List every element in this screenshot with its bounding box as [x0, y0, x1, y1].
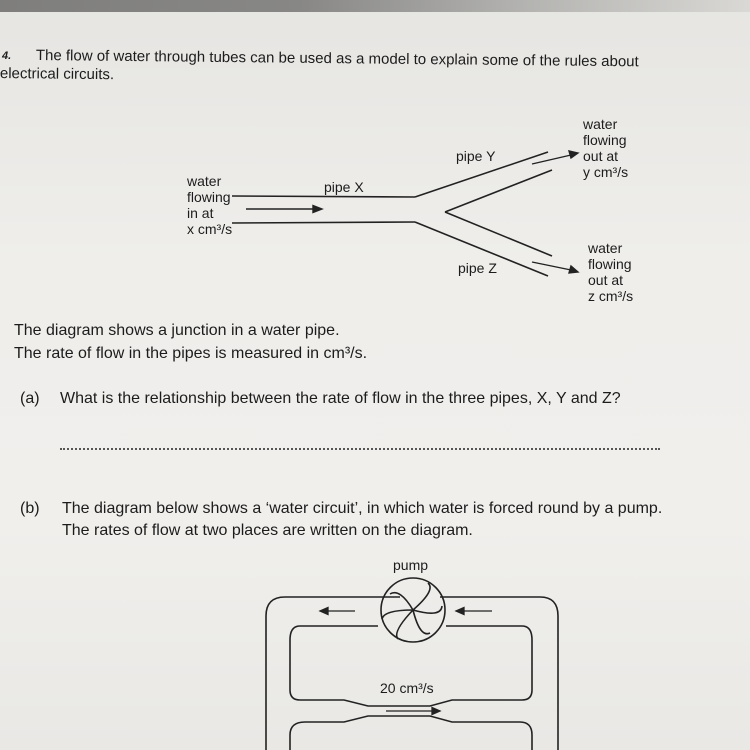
part-b-line-2: The rates of flow at two places are written on the diagram.	[62, 522, 473, 539]
pipe-z-inner-wall	[445, 212, 552, 256]
pipe-z-label: pipe Z	[458, 260, 497, 276]
outlet-y-flow-arrow	[532, 155, 571, 164]
intro-line-1: The flow of water through tubes can be used as a model to explain some of the rules about	[35, 47, 639, 71]
diagram-description-line-2: The rate of flow in the pipes is measured in cm³/s.	[14, 345, 368, 362]
question-number: 4.	[2, 50, 12, 62]
pump-label: pump	[393, 557, 429, 573]
pipe-x-bottom-wall	[232, 222, 415, 223]
intro-line-2: electrical circuits.	[0, 65, 115, 84]
diagram-description-line-1: The diagram shows a junction in a water pipe.	[14, 322, 340, 339]
answer-line[interactable]	[60, 446, 660, 450]
pump-vane-1	[390, 593, 413, 610]
pipe-y-label: pipe Y	[456, 148, 496, 164]
pump-vane-5	[397, 610, 413, 639]
part-b-line-1: The diagram below shows a ‘water circuit’, in which water is forced round by a pump.	[62, 500, 663, 517]
part-a-question: What is the relationship between the rate of flow in the three pipes, X, Y and Z?	[60, 390, 621, 407]
outlet-y-label: water flowing out at y cm³/s	[583, 116, 629, 180]
inlet-label: water flowing in at x cm³/s	[187, 173, 233, 237]
water-circuit-diagram	[266, 578, 558, 750]
circuit-lower-pipe	[290, 716, 532, 750]
pipe-y-inner-wall	[445, 170, 552, 212]
circuit-outer-left-wall	[266, 597, 400, 750]
pipe-x-top-wall	[232, 196, 415, 197]
part-b-marker: (b)	[20, 500, 40, 517]
pipe-x-label: pipe X	[324, 179, 364, 195]
part-a-marker: (a)	[20, 390, 40, 407]
pump-vane-2	[413, 583, 430, 610]
flow-rate-label: 20 cm³/s	[380, 680, 434, 696]
outlet-z-label: water flowing out at z cm³/s	[588, 240, 634, 304]
circuit-outer-right-wall	[440, 597, 558, 750]
outlet-z-flow-arrow	[532, 262, 571, 270]
